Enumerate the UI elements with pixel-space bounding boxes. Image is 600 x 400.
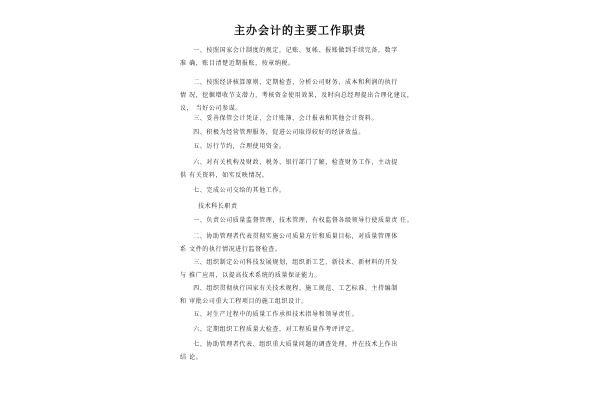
duty-paragraph-3 <box>180 112 418 125</box>
paragraph-line: 二、按照经济核算原则，定期检查，分析公司财务，成本和利润的执行 <box>180 79 398 86</box>
paragraph-line: 三、妥善保管会计凭证、会计账簿、会计报表和其他会计资料。 <box>180 115 379 122</box>
tech-duty-paragraph-2 <box>180 230 418 256</box>
paragraph-line: 系 文件的执行情况进行监督检查。 <box>180 246 282 253</box>
paragraph-line: 四、组织贯彻执行国家有关技术规程、施工规范、工艺标准、主持编制 <box>180 285 398 292</box>
paragraph-line: 供 有关资料，如实反映情况。 <box>180 172 269 179</box>
duty-paragraph-1 <box>180 44 418 70</box>
paragraph-line: 与 推广应用，以提高技术系统的质量保证能力。 <box>180 272 322 279</box>
paragraph-line: 六、对有关机构及财政、税务、银行部门了解，检查财务工作，主动提 <box>180 159 398 166</box>
tech-duty-paragraph-5 <box>180 308 418 321</box>
paragraph-line: 情 况，挖掘增收节支潜力，考核资金使用效果，及时向总经理提出合理化建议， <box>180 92 414 99</box>
paragraph-line: 五、厉行节约，合理使用资金。 <box>180 143 286 150</box>
duty-paragraph-4 <box>180 126 418 139</box>
tech-duty-paragraph-3 <box>180 256 418 282</box>
paragraph-line: 议， 当好公司参谋。 <box>180 105 242 112</box>
duty-paragraph-2 <box>180 76 418 115</box>
paragraph-line: 六、定期组织工程质量大检查，对工程质量作考评评定。 <box>180 326 359 333</box>
paragraph-line: 七、完成公司交给的其他工作。 <box>180 187 286 194</box>
page-title: 主办会计的主要工作职责 <box>234 24 366 37</box>
tech-duty-paragraph-7 <box>180 338 418 364</box>
paragraph-line: 二、协助管理者代表贯彻实施公司质量方针和质量目标，对质量管理体 <box>180 233 398 240</box>
tech-duty-paragraph-4 <box>180 282 418 308</box>
paragraph-line: 四、积极为经营管理服务，促进公司取得较好的经济效益。 <box>180 129 365 136</box>
tech-duty-paragraph-6 <box>180 323 418 336</box>
paragraph-line: 三、组织制定公司科技发展规划，组织新工艺、新技术、新材料的开发 <box>180 259 398 266</box>
paragraph-line: 五、对生产过程中的质量工作承担技术指导和领导责任。 <box>180 311 359 318</box>
section-heading-tech-chief: 技术科长职责 <box>198 203 238 210</box>
paragraph-line: 准 确，账目清楚近期报账，按章纳税。 <box>180 60 295 67</box>
duty-paragraph-7 <box>180 184 418 197</box>
paragraph-line: 七、协助管理者代表、组织重大质量问题的调查处理，并在技术上作出 <box>180 341 398 348</box>
tech-duty-paragraph-1 <box>180 214 418 227</box>
paragraph-line: 一、负责公司质量监督管理，技术管理，有权监督各级领导行使质量责 任。 <box>180 217 414 224</box>
paragraph-line: 和 审批公司重大工程项目的施工组织设计。 <box>180 298 308 305</box>
paragraph-line: 结 论。 <box>180 354 203 361</box>
duty-paragraph-5 <box>180 140 418 153</box>
duty-paragraph-6 <box>180 156 418 182</box>
paragraph-line: 一、按照国家会计制度的规定，记账、复帐、报账做到手续完备，数字 <box>180 47 398 54</box>
